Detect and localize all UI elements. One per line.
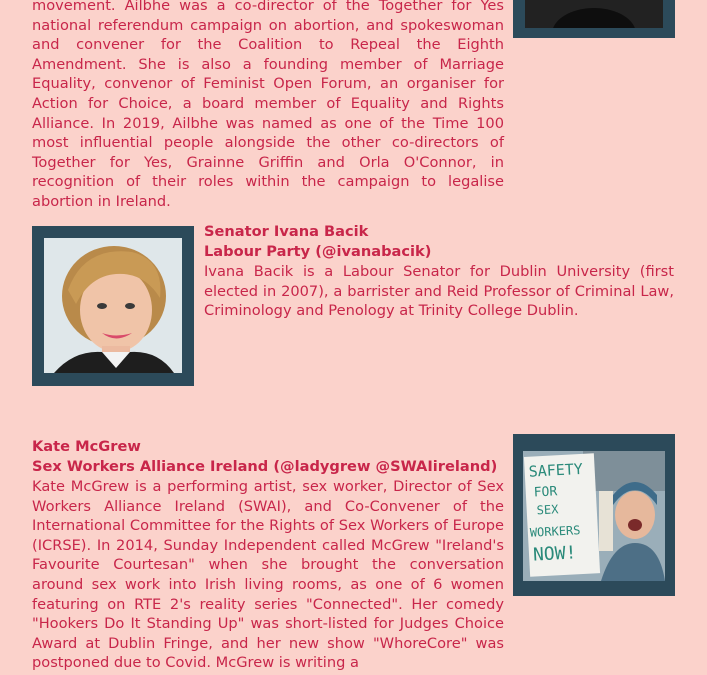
- photo-ivana: [44, 238, 182, 373]
- placard-line-4: WORKERS: [529, 523, 581, 540]
- photo-ailbhe: [525, 0, 663, 28]
- placard-line-5: NOW!: [532, 542, 577, 566]
- photo-frame-ailbhe: [513, 0, 675, 38]
- org-ivana: Labour Party (@ivanabacik): [204, 243, 432, 260]
- org-kate: Sex Workers Alliance Ireland (@ladygrew @SWAIireland): [32, 458, 498, 475]
- placard-line-1: SAFETY: [528, 459, 584, 481]
- bio-ivana: Ivana Bacik is a Labour Senator for Dublin University (first elected in 2007), a barrister and Reid Professor of Criminal Law, Criminology and Penology at Trinity College Dublin.: [204, 263, 674, 320]
- bio-ailbhe: movement. Ailbhe was a co-director of the Together for Yes national referendum campaign on abortion, and spokeswoman and convener for the Coalition to Repeal the Eighth Amendment. She is also a founding member of Marriage Equality, convenor of Feminist Open Forum, an organiser for Action for Choice, a board member of Equality and Rights Alliance. In 2019, Ailbhe was named as one of the Time 100 most influential people alongside the other co-directors of Together for Yes, Grainne Griffin and Orla O'Connor, in recognition of their roles within the campaign to legalise abortion in Ireland.: [32, 0, 504, 210]
- name-kate: Kate McGrew: [32, 438, 141, 455]
- placard-line-2: FOR: [533, 484, 558, 501]
- photo-kate: [523, 451, 665, 581]
- photo-frame-ivana: [32, 226, 194, 386]
- bio-kate: Kate McGrew is a performing artist, sex worker, Director of Sex Workers Alliance Ireland (SWAI), and Co-Convener of the International Committee for the Rights of Sex Workers of Europe (ICRSE). In 2014, Sunday Independent called McGrew "Ireland's Favourite Courtesan" when she brought the conversation around sex work into Irish living rooms, as one of 6 women featuring on RTE 2's reality series "Connected". Her comedy "Hookers Do It Standing Up" was short-listed for Judges Choice Award at Dublin Fringe, and her new show "WhoreCore" was postponed due to Covid. McGrew is writing a: [32, 478, 504, 672]
- placard-line-3: SEX: [536, 502, 559, 518]
- photo-frame-kate: [513, 434, 675, 596]
- name-ivana: Senator Ivana Bacik: [204, 223, 369, 240]
